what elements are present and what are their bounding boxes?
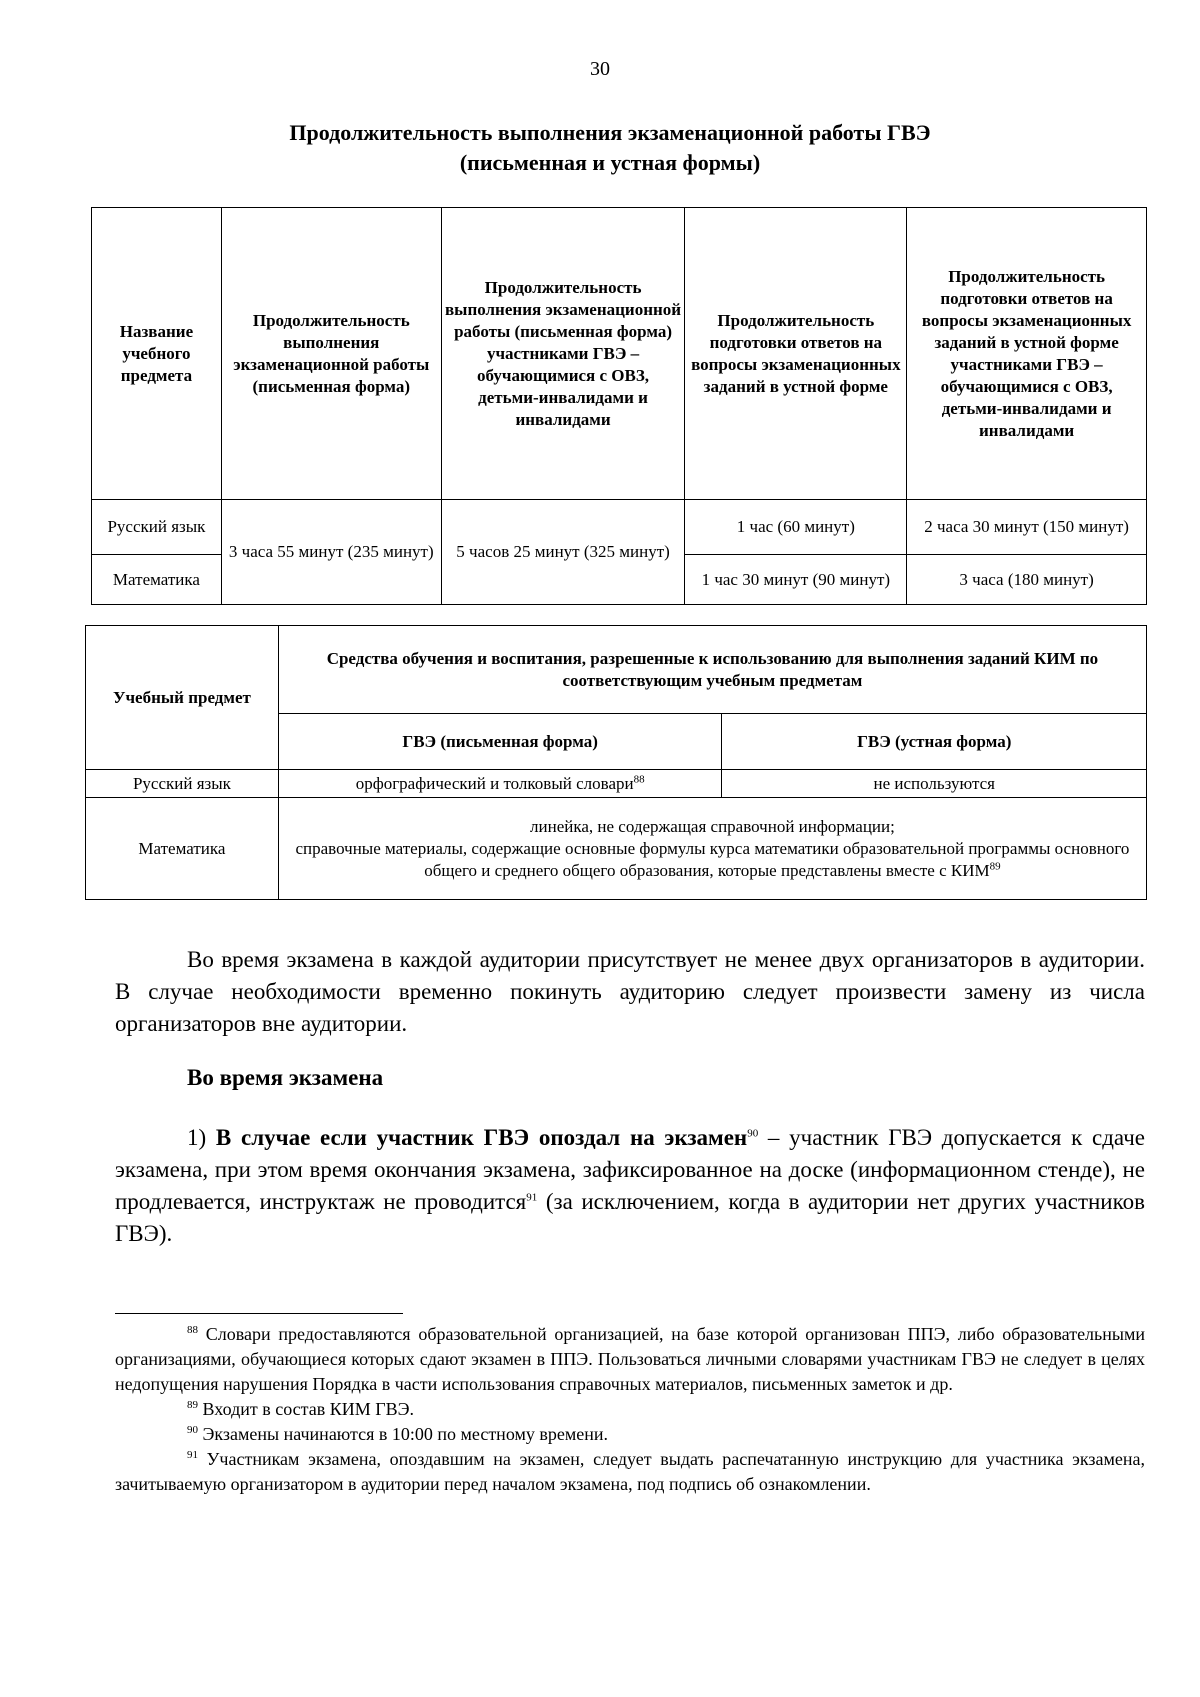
row-russian-oral: не используются: [722, 770, 1147, 798]
means-table: [85, 625, 1147, 900]
written-ovz-duration-shared: 5 часов 25 минут (325 минут): [441, 500, 685, 605]
header-written-ovz-duration: Продолжительность выполнения экзаменационной работы (письменная форма) участниками ГВЭ – обучающимися с ОВЗ, детьми-инвалидами и инвалидами: [441, 208, 685, 500]
table-row: [86, 770, 1147, 798]
footnote-90: $^{90}$ Экзамены начинаются в 10:00 по местному времени.: [187, 1424, 609, 1444]
row-russian-subject: Русский язык: [92, 500, 222, 555]
footnote-ref-90[interactable]: 90: [747, 1127, 759, 1140]
row-math-oral-ovz: 3 часа (180 минут): [907, 555, 1147, 605]
page-number: 30: [590, 58, 610, 80]
title-line-2: (письменная и устная формы): [459, 150, 761, 175]
row-russian-oral-ovz: 2 часа 30 минут (150 минут): [907, 500, 1147, 555]
footnote-ref-89[interactable]: 89: [989, 859, 1001, 872]
late-participant-bold: В случае если участник ГВЭ опоздал на экзамен: [215, 1125, 748, 1150]
footnote-91: $^{91}$ Участникам экзамена, опоздавшим на экзамен, следует выдать распечатанную инструкцию для участника экзамена, зачитываемую организатором в аудитории перед началом экзамена, под подпись об ознакомлении.: [115, 1449, 1145, 1494]
footnote-ref-91[interactable]: 91: [526, 1191, 538, 1204]
paragraph-late-participant: 1) В случае если участник ГВЭ опоздал на экзамен$^{90}$ – участник ГВЭ допускается к сдаче экзамена, при этом время окончания экзамена, зафиксированное на доске (информационном стенде), не продлевается, инструктаж не проводится$^{91}$ (за исключением, когда в аудитории нет других участников ГВЭ).: [115, 1125, 1145, 1246]
paragraph-organizers: Во время экзамена в каждой аудитории присутствует не менее двух организаторов в аудитории. В случае необходимости временно покинуть аудиторию следует произвести замену из числа организаторов вне аудитории.: [115, 947, 1145, 1036]
row-math-subject: Математика: [86, 798, 279, 900]
footnote-separator: [115, 1313, 403, 1314]
title-line-1: Продолжительность выполнения экзаменационной работы ГВЭ: [289, 120, 931, 145]
header-subject: Учебный предмет: [86, 626, 279, 770]
duration-table-header-row: [92, 208, 1147, 500]
section-heading: Во время экзамена: [187, 1065, 384, 1090]
row-math-oral: 1 час 30 минут (90 минут): [685, 555, 907, 605]
header-oral-duration: Продолжительность подготовки ответов на вопросы экзаменационных заданий в устной форме: [685, 208, 907, 500]
duration-table: [91, 207, 1147, 605]
row-math-means: [278, 798, 1146, 900]
footnote-ref-88[interactable]: 88: [633, 772, 645, 785]
math-means-line-2: справочные материалы, содержащие основные формулы курса математики образовательной программы основного общего и среднего общего образования, которые представлены вместе с КИМ$^{89}$: [295, 838, 1130, 880]
row-russian-written: орфографический и толковый словари$^{88}$: [278, 770, 722, 798]
header-written-duration: Продолжительность выполнения экзаменационной работы (письменная форма): [221, 208, 441, 500]
math-means-line-1: линейка, не содержащая справочной информации;: [530, 816, 895, 836]
row-russian-subject: Русский язык: [86, 770, 279, 798]
row-math-subject: Математика: [92, 555, 222, 605]
header-written-form: ГВЭ (письменная форма): [278, 714, 722, 770]
header-subject: Название учебного предмета: [92, 208, 222, 500]
means-table-header-row: [86, 626, 1147, 714]
table-title: [160, 118, 1060, 178]
header-oral-form: ГВЭ (устная форма): [722, 714, 1147, 770]
footnotes: [115, 1322, 1145, 1497]
table-row: [86, 798, 1147, 900]
table-row: [92, 500, 1147, 555]
footnote-88: $^{88}$ Словари предоставляются образовательной организацией, на базе которой организован ППЭ, либо образовательными организациями, обучающиеся которых сдают экзамен в ППЭ. Пользоваться личными словарями участникам ГВЭ не следует в целях недопущения нарушения Порядка в части использования справочных материалов, письменных заметок и др.: [115, 1324, 1145, 1394]
written-duration-shared: 3 часа 55 минут (235 минут): [221, 500, 441, 605]
footnote-89: $^{89}$ Входит в состав КИМ ГВЭ.: [187, 1399, 415, 1419]
header-oral-ovz-duration: Продолжительность подготовки ответов на вопросы экзаменационных заданий в устной форме участниками ГВЭ – обучающимися с ОВЗ, детьми-инвалидами и инвалидами: [907, 208, 1147, 500]
row-russian-oral: 1 час (60 минут): [685, 500, 907, 555]
header-means: Средства обучения и воспитания, разрешенные к использованию для выполнения заданий КИМ по соответствующим учебным предметам: [278, 626, 1146, 714]
